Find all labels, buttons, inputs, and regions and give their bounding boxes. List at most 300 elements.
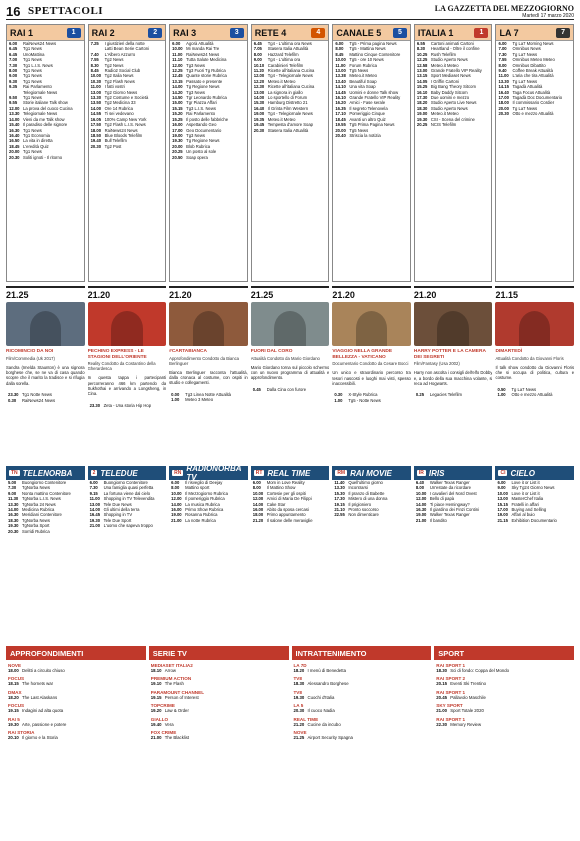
program-title: Exhibition Documentario bbox=[511, 517, 557, 523]
program-time: 14.00 bbox=[415, 501, 427, 507]
channel-name: LA 7 bbox=[499, 27, 519, 38]
program-time: 23.30 bbox=[89, 402, 101, 408]
program-time: 11.00 bbox=[498, 73, 509, 79]
local-channel-header bbox=[414, 466, 493, 480]
program-title: I giustizieri della notte bbox=[104, 41, 145, 46]
local-channel-header bbox=[495, 466, 574, 480]
program-title: Tg1 News bbox=[23, 127, 42, 133]
program-time: 6.45 bbox=[9, 46, 18, 52]
program-time: 12.00 bbox=[172, 62, 183, 68]
program-time: 1.00 bbox=[171, 397, 180, 403]
program-time: 14.45 bbox=[335, 89, 346, 95]
program-title: Tempesta d'amore Soap bbox=[267, 122, 313, 128]
program-title: Tutta Salute Medicina bbox=[186, 57, 227, 63]
program-title: I fatti vostri bbox=[104, 84, 125, 90]
channel-header bbox=[7, 25, 84, 41]
program-title: L'Albero Azzurro bbox=[104, 51, 136, 57]
program-time: 16.30 bbox=[9, 127, 20, 133]
category-channel: RAI STORIA bbox=[8, 730, 35, 736]
highlight-card bbox=[88, 286, 167, 464]
program-title: Tg3 Fuori Tg Rubrica bbox=[186, 68, 226, 74]
program-title: La signora in giallo bbox=[267, 89, 303, 95]
program-title: L'uomo che sapeva troppo bbox=[103, 523, 153, 529]
program-title: TgNorba Sport bbox=[22, 523, 50, 529]
program-time: 17.00 bbox=[498, 95, 509, 101]
program-time: 19.15 bbox=[8, 708, 19, 714]
program-time: 8.00 bbox=[252, 485, 261, 491]
program-title: Telegiornale News bbox=[23, 89, 58, 95]
program-time: 12.25 bbox=[416, 57, 428, 63]
program-time: 13.30 bbox=[334, 485, 345, 491]
program-title: Meteo.it Meteo bbox=[430, 111, 459, 117]
program-time: 18.00 bbox=[8, 668, 19, 673]
masthead bbox=[435, 4, 574, 19]
program-time: 20.45 bbox=[436, 694, 448, 700]
program-time: 15.20 bbox=[172, 111, 183, 117]
program-time: 19.40 bbox=[90, 138, 102, 144]
program-title: Vieni da me Talk show bbox=[23, 116, 65, 122]
program-time: 20.00 bbox=[498, 105, 509, 111]
category-channel: RAI SPORT 1 bbox=[436, 716, 466, 722]
program-title: Meteo 3 Meteo bbox=[185, 397, 214, 403]
program-title: Indagini ad alta quota bbox=[22, 708, 64, 714]
program-time: 18.20 bbox=[293, 668, 305, 673]
highlight-time: 21.25 bbox=[250, 290, 274, 300]
program-title: Tg Regione News bbox=[186, 138, 220, 144]
program-title: Tg3 L.I.S. News bbox=[186, 105, 216, 111]
program-time: 8.00 bbox=[498, 62, 507, 68]
page-header bbox=[6, 4, 574, 20]
program-row bbox=[415, 122, 492, 127]
program-row bbox=[170, 155, 247, 160]
program-time: 12.00 bbox=[415, 496, 427, 502]
program-time: 17.30 bbox=[334, 496, 345, 502]
program-time: 18.00 bbox=[90, 127, 102, 133]
highlight-photo bbox=[169, 302, 248, 346]
program-title: Striscia la notizia bbox=[349, 132, 381, 138]
program-title: Il posto delle fabbriche bbox=[186, 116, 229, 122]
category-channel: REAL TIME bbox=[293, 716, 319, 722]
program-time: 21.10 bbox=[334, 507, 345, 513]
program-time: 7.30 bbox=[9, 62, 18, 68]
program-title: Il giorno e la Storia bbox=[22, 735, 58, 741]
program-title: Tg2 News bbox=[104, 57, 124, 63]
program-title: Sci di fondo: Coppa del Mondo bbox=[450, 668, 510, 673]
program-title: TgNorba News bbox=[22, 485, 50, 491]
program-row bbox=[149, 668, 289, 673]
channel-name: RADIONORBA TV bbox=[186, 466, 242, 482]
program-title: Heartland - Oltre il confine bbox=[430, 46, 480, 52]
program-row bbox=[149, 735, 289, 740]
program-time: 13.00 bbox=[89, 501, 101, 507]
program-title: Tg3 Linea Notte Attualità bbox=[185, 391, 232, 397]
channel-column bbox=[6, 24, 85, 282]
program-time: 14.00 bbox=[171, 501, 182, 507]
program-title: Tg5 News bbox=[349, 127, 369, 133]
program-time: 19.00 bbox=[497, 512, 508, 518]
program-time: 7.30 bbox=[498, 51, 507, 57]
thematic-categories bbox=[6, 646, 574, 838]
program-title: Ore 14 Rubrica bbox=[104, 105, 133, 111]
program-title: Airport Security Spagna bbox=[307, 735, 353, 741]
category-channel: TV8 bbox=[293, 676, 302, 682]
program-time: 14.20 bbox=[172, 89, 183, 95]
program-row bbox=[6, 722, 146, 727]
program-title: Tg5 - Notte News bbox=[348, 397, 381, 403]
program-time: 12.00 bbox=[252, 496, 264, 502]
program-title: Tg La7 News bbox=[511, 386, 537, 392]
program-time: 16.35 bbox=[335, 105, 346, 111]
late-programs bbox=[6, 392, 85, 403]
category-channel: TV8 bbox=[293, 689, 302, 695]
program-title: Tele Due News bbox=[103, 501, 132, 507]
program-title: Cucine da incubo bbox=[307, 721, 341, 727]
late-programs bbox=[88, 403, 167, 408]
program-title: Abito da sposa cercasi bbox=[266, 507, 309, 513]
program-time: 19.45 bbox=[253, 122, 265, 128]
program-title: RaiNews24 News bbox=[104, 127, 138, 133]
highlight-card bbox=[495, 286, 574, 464]
channel-name: TELENORBA bbox=[22, 468, 73, 478]
program-title: L'eredità Quiz bbox=[23, 143, 49, 149]
program-title: Rosanna Rubrica bbox=[185, 512, 218, 518]
program-time: 18.15 bbox=[8, 681, 19, 687]
channel-header bbox=[496, 25, 573, 41]
program-title: Una famiglia quasi perfetta bbox=[103, 485, 154, 491]
program-title: Quante storie Rubrica bbox=[186, 73, 227, 79]
program-title: Alessandro Borghese bbox=[307, 681, 349, 687]
program-title: Un posto al sole bbox=[186, 149, 217, 155]
program-title: Rai Parlamento bbox=[186, 111, 216, 117]
program-time: 9.00 bbox=[8, 490, 17, 496]
program-time: 20.40 bbox=[335, 132, 346, 138]
program-time: 19.00 bbox=[416, 111, 428, 117]
highlight-time: 21.20 bbox=[87, 290, 111, 300]
program-title: Shopping in TV bbox=[103, 512, 133, 518]
program-title: Beautiful Soap bbox=[349, 78, 377, 84]
program-title: NCIS Telefilm bbox=[430, 122, 457, 128]
channel-logo-icon: TN bbox=[11, 470, 18, 476]
channel-column bbox=[495, 24, 574, 282]
channel-column bbox=[169, 24, 248, 282]
program-time: 14.00 bbox=[253, 95, 265, 101]
program-title: Quell'ultimo giorno bbox=[348, 480, 383, 485]
program-row bbox=[292, 735, 432, 740]
program-time: 0.30 bbox=[334, 392, 343, 398]
program-time: 17.00 bbox=[172, 127, 183, 133]
program-title: Mistero di una donna bbox=[348, 496, 388, 502]
channel-logo-icon: 4 bbox=[311, 28, 325, 38]
program-time: 22.55 bbox=[334, 512, 345, 518]
highlight-card bbox=[332, 286, 411, 464]
program-row bbox=[6, 708, 146, 713]
program-title: Shopping in TV Televendita bbox=[103, 496, 155, 502]
program-title: Il bandito bbox=[429, 517, 447, 523]
program-title: Uomini e donne Talk show bbox=[349, 89, 399, 95]
program-title: Arrow bbox=[164, 668, 176, 673]
category-header: INTRATTENIMENTO bbox=[292, 646, 432, 660]
program-time: 18.30 bbox=[8, 517, 19, 523]
program-time: 15.25 bbox=[172, 116, 183, 122]
program-time: 7.55 bbox=[498, 57, 507, 63]
program-title: RaiNews24 News bbox=[186, 51, 220, 57]
program-title: Tg2 News bbox=[104, 62, 124, 68]
program-time: 1.00 bbox=[334, 397, 343, 403]
program-time: 14.00 bbox=[172, 84, 183, 90]
program-title: Cake Star bbox=[266, 501, 286, 507]
program-title: Tg La7 News bbox=[512, 51, 538, 57]
program-time: 17.30 bbox=[416, 95, 428, 101]
program-time: 19.10 bbox=[150, 681, 162, 687]
program-title: Primo Show Rubrica bbox=[185, 507, 224, 513]
program-title: Aspettando Geo bbox=[186, 122, 217, 128]
program-title: Cortesie per gli ospiti bbox=[266, 490, 306, 496]
program-title: Tg5 - Prima pagina News bbox=[349, 41, 397, 46]
program-title: I menù di Benedetta bbox=[307, 668, 346, 673]
highlight-description: Sandra (Imelda Staunton) è una signora borghese che, se ne va di casa quando scopre che il marito la tradisce e si rifugia dalla sorella. bbox=[6, 364, 85, 386]
program-title: Zeta - Una storia Hip Hop bbox=[103, 402, 152, 408]
program-time: 6.55 bbox=[416, 41, 426, 46]
program-title: Delitti a circuito chiuso bbox=[22, 668, 65, 673]
program-time: 20.50 bbox=[172, 154, 183, 160]
program-title: Tg La7 News bbox=[512, 78, 538, 84]
program-title: Tg5 - Mattina News bbox=[349, 46, 386, 52]
program-row bbox=[292, 681, 432, 686]
channel-name: RETE 4 bbox=[254, 27, 287, 38]
program-time: 7.05 bbox=[253, 46, 262, 52]
program-time: 7.00 bbox=[9, 57, 18, 63]
category-header: APPROFONDIMENTI bbox=[6, 646, 146, 660]
category-channel: MEDIASET ITALIA2 bbox=[150, 663, 193, 668]
program-time: 21.15 bbox=[497, 517, 508, 523]
program-time: 8.45 bbox=[90, 68, 99, 74]
late-programs bbox=[414, 392, 493, 397]
highlight-title: FUORI DAL CORO bbox=[250, 349, 293, 354]
program-time: 19.15 bbox=[334, 501, 345, 507]
program-title: Bello di papà bbox=[429, 496, 455, 502]
program-row bbox=[88, 403, 167, 408]
highlight-title: RICOMINCIO DA NOI bbox=[6, 349, 54, 354]
highlight-photo bbox=[495, 302, 574, 346]
highlight-description: Il talk show condotto da Giovanni Floris che si occupa di politica, cultura e costume. bbox=[495, 364, 575, 381]
program-title: Pronto soccorso bbox=[348, 507, 379, 513]
highlight-photo bbox=[6, 302, 85, 346]
program-title: Tgr Piazza Affari bbox=[186, 100, 217, 106]
program-title: Passato e presente bbox=[186, 78, 223, 84]
program-title: Amici di Maria De Filippi bbox=[266, 496, 312, 502]
highlight-title: HARRY POTTER E LA CAMERA DEI SEGRETI bbox=[413, 349, 486, 360]
program-row bbox=[169, 518, 248, 523]
program-time: 14.00 bbox=[8, 507, 19, 513]
program-title: I Griffin Cartoni bbox=[430, 78, 459, 84]
program-title: Omnibus News bbox=[512, 46, 541, 52]
program-time: 9.00 bbox=[253, 57, 262, 63]
highlight-time: 21.25 bbox=[6, 290, 29, 300]
program-row bbox=[292, 695, 432, 700]
program-title: Sport Mediaset News bbox=[430, 73, 471, 79]
program-time: 19.30 bbox=[89, 517, 101, 523]
highlight-time: 21.20 bbox=[169, 290, 192, 300]
program-time: 6.00 bbox=[89, 480, 98, 485]
channel-name: RAI 3 bbox=[173, 27, 197, 38]
program-time: 12.00 bbox=[9, 105, 20, 111]
program-time: 13.00 bbox=[335, 68, 346, 74]
channel-logo-icon: CI bbox=[500, 470, 506, 476]
program-title: Buongiorno Contenitore bbox=[22, 480, 67, 485]
program-time: 19.00 bbox=[172, 132, 183, 138]
program-time: 21.00 bbox=[89, 523, 101, 529]
program-time: 19.00 bbox=[171, 512, 182, 518]
program-time: 20.00 bbox=[335, 127, 346, 133]
program-time: 0.00 bbox=[171, 391, 180, 397]
channel-header bbox=[89, 25, 166, 41]
program-time: 19.15 bbox=[150, 694, 162, 700]
program-row bbox=[6, 668, 146, 673]
program-title: Agorà Attualità bbox=[186, 41, 214, 46]
program-time: 12.00 bbox=[171, 496, 182, 502]
program-title: Il Grinta Film Western bbox=[267, 105, 309, 111]
channel-logo-icon: 1 bbox=[67, 28, 81, 38]
program-time: 6.00 bbox=[172, 41, 181, 46]
program-time: 16.40 bbox=[253, 105, 265, 111]
program-row bbox=[434, 708, 574, 713]
program-row bbox=[434, 695, 574, 700]
late-programs bbox=[169, 392, 248, 403]
channel-logo-icon: 5 bbox=[393, 28, 407, 38]
program-time: 23.30 bbox=[8, 392, 19, 398]
program-time: 19.30 bbox=[293, 694, 305, 700]
program-time: 14.00 bbox=[9, 116, 20, 122]
program-row bbox=[495, 392, 574, 397]
channel-name: CIELO bbox=[510, 468, 535, 478]
local-channel-header bbox=[169, 466, 248, 480]
program-title: Il Mattino Show bbox=[266, 485, 296, 491]
program-row bbox=[6, 681, 146, 686]
program-time: 6.00 bbox=[171, 480, 180, 485]
program-title: Soap opera bbox=[186, 154, 208, 160]
program-title: Lo sportello di Forum bbox=[267, 95, 308, 101]
program-row bbox=[149, 695, 289, 700]
program-time: 11.00 bbox=[90, 84, 101, 90]
program-time: 9.15 bbox=[89, 490, 98, 496]
program-time: 10.00 bbox=[497, 490, 508, 496]
program-title: La notte Rubrica bbox=[185, 517, 216, 523]
program-row bbox=[6, 695, 146, 700]
program-time: 19.30 bbox=[8, 721, 19, 727]
program-time: 14.55 bbox=[90, 111, 102, 117]
program-title: Mattino sport bbox=[185, 485, 210, 491]
channel-logo-icon: 7 bbox=[556, 28, 570, 38]
program-time: 8.00 bbox=[415, 485, 425, 491]
program-row bbox=[149, 722, 289, 727]
program-time: 17.10 bbox=[335, 111, 346, 117]
program-title: Tg1 News bbox=[23, 78, 42, 84]
program-time: 21.25 bbox=[293, 735, 305, 741]
program-row bbox=[169, 397, 248, 402]
local-channel-column bbox=[495, 466, 574, 642]
category-channel: FOCUS bbox=[8, 676, 25, 682]
program-time: 19.55 bbox=[335, 122, 346, 128]
program-row bbox=[434, 668, 574, 673]
program-title: Tg1 News bbox=[23, 95, 42, 101]
program-row bbox=[434, 722, 574, 727]
program-title: Radio2 Social Club bbox=[104, 68, 141, 74]
program-time: 16.30 bbox=[8, 512, 19, 518]
highlight-card bbox=[414, 286, 493, 464]
program-time: 16.30 bbox=[415, 507, 427, 513]
program-time: 13.15 bbox=[416, 73, 428, 79]
program-time: 18.30 bbox=[293, 681, 305, 687]
program-title: Il giardino dei Finzi Contini bbox=[429, 507, 480, 513]
program-title: Incontrarsi bbox=[348, 485, 368, 491]
program-title: Buongiorno Contenitore bbox=[103, 480, 148, 485]
program-time: 0.30 bbox=[8, 397, 17, 403]
channel-column bbox=[414, 24, 493, 282]
program-time: 11.30 bbox=[8, 496, 19, 502]
program-title: Sky Tg24 Giorno News bbox=[511, 485, 555, 491]
program-time: 20.30 bbox=[253, 127, 265, 133]
program-time: 18.00 bbox=[252, 512, 264, 518]
highlight-title: DIMARTEDÌ bbox=[495, 349, 523, 354]
program-title: Tg1 News bbox=[23, 68, 42, 74]
category-channel: RAI 5 bbox=[8, 716, 20, 722]
program-time: 18.20 bbox=[416, 100, 428, 106]
program-row bbox=[414, 518, 493, 523]
program-time: 20.30 bbox=[90, 143, 102, 149]
program-row bbox=[251, 387, 330, 392]
program-title: Il prigioniero bbox=[348, 501, 372, 507]
program-time: 10.00 bbox=[415, 490, 427, 496]
program-row bbox=[89, 144, 166, 149]
category-channel: RAI SPORT 2 bbox=[436, 676, 466, 682]
program-title: Amici - Fase serale bbox=[349, 100, 386, 106]
program-time: 16.00 bbox=[252, 507, 264, 513]
program-title: Tg2 Giorno News bbox=[104, 89, 138, 95]
program-title: Tg3 News bbox=[186, 89, 206, 95]
channel-logo-icon: 2 bbox=[148, 28, 162, 38]
program-time: 13.00 bbox=[90, 89, 102, 95]
highlight-card bbox=[251, 286, 330, 464]
program-time: 8.00 bbox=[253, 51, 262, 57]
program-title: Blob Rubrica bbox=[186, 143, 211, 149]
local-channel-column bbox=[169, 466, 248, 642]
program-title: Tg1 Economia bbox=[23, 132, 50, 138]
program-title: Tg2 Medicina 33 bbox=[104, 100, 136, 106]
program-time: 6.00 bbox=[9, 41, 18, 46]
program-time: 21.00 bbox=[171, 517, 182, 523]
program-title: Cartoni animati Cartoni bbox=[430, 41, 474, 46]
program-time: 19.20 bbox=[150, 708, 162, 714]
local-channel-column bbox=[251, 466, 330, 642]
program-time: 10.00 bbox=[335, 57, 346, 63]
program-title: Pomeriggio Cinque bbox=[349, 111, 385, 117]
program-title: Rai Parlamento bbox=[23, 84, 52, 90]
late-programs bbox=[251, 387, 330, 392]
program-title: Rush Telefilm bbox=[430, 51, 456, 57]
channel-logo-icon: 2 bbox=[92, 470, 96, 476]
program-time: 17.50 bbox=[90, 122, 102, 128]
program-title: La prova del cuoco Cucina bbox=[23, 105, 73, 111]
program-title: Tg1 Notte News bbox=[22, 392, 53, 398]
program-time: 7.25 bbox=[90, 41, 99, 46]
program-time: 1.00 bbox=[497, 392, 506, 398]
program-title: TgNorba L.I.S. News bbox=[22, 496, 61, 502]
program-time: 18.10 bbox=[150, 668, 162, 673]
program-time: 21.20 bbox=[293, 721, 305, 727]
program-title: The Last Alaskans bbox=[22, 694, 58, 700]
program-time: 18.00 bbox=[498, 100, 509, 106]
program-time: 16.05 bbox=[90, 116, 102, 122]
